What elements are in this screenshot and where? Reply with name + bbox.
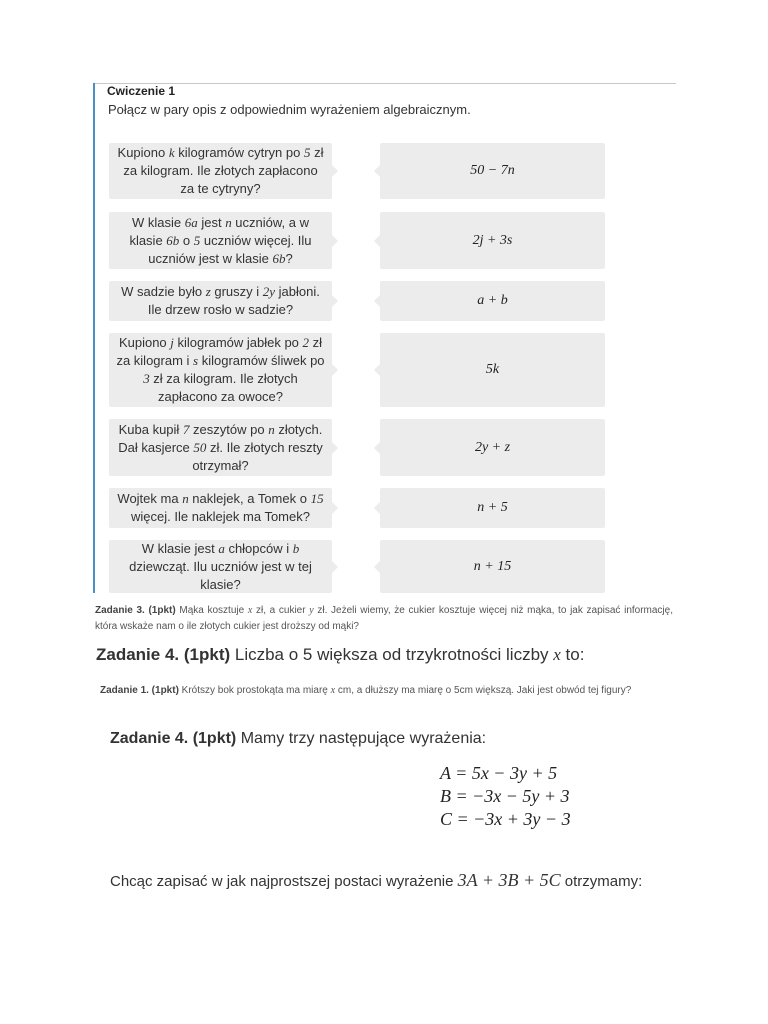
expression-text: 2y + z: [474, 439, 511, 455]
math-fragment: x: [553, 645, 561, 664]
math-fragment: k: [168, 145, 175, 160]
math-fragment: 3: [143, 371, 150, 386]
final-text: Chcąc zapisać w jak najprostszej postaci wyrażenie 3A + 3B + 5C otrzymamy:: [110, 870, 643, 890]
task-text: Mamy trzy następujące wyrażenia:: [236, 730, 487, 747]
math-fragment: 5: [303, 145, 311, 160]
expression-card[interactable]: [380, 281, 605, 321]
expression-card[interactable]: [380, 540, 605, 593]
math-fragment: 6a: [184, 214, 198, 230]
math-fragment: n: [225, 214, 232, 230]
task-text: Liczba o 5 większa od trzykrotności liczby x to:: [230, 645, 585, 664]
task-4-expressions-heading: [110, 730, 486, 748]
math-fragment: z: [205, 284, 211, 299]
expression-text: 50 − 7n: [470, 163, 515, 178]
math-fragment: 7: [182, 421, 190, 437]
description-card[interactable]: [109, 281, 332, 321]
equation-list: [440, 762, 571, 831]
expression-text: 2j + 3s: [472, 232, 513, 248]
expression-card[interactable]: [380, 212, 605, 269]
expression-card[interactable]: [380, 333, 605, 407]
description-text: W sadzie było z gruszy i 2y jabłoni. Ile drzew rosło w sadzie?: [121, 284, 320, 317]
task-text: Mąka kosztuje x zł, a cukier y zł. Jeżeli wiemy, że cukier kosztuje więcej niż mąka, to jak zapisać informację, która wskaże nam o ile złotych cukier jest droższy od mąki?: [95, 605, 673, 632]
task-text: Krótszy bok prostokąta ma miarę x cm, a dłuższy ma miarę o 5cm większą. Jaki jest obwód tej figury?: [178, 685, 632, 696]
equation-b: B = −3x − 5y + 3: [440, 786, 570, 806]
math-fragment: 6b: [272, 250, 286, 266]
task-4-heading: [96, 645, 584, 665]
task-label: Zadanie 4. (1pkt): [96, 645, 231, 664]
description-text: W klasie jest a chłopców i b dziewcząt. Ilu uczniów jest w tej klasie?: [129, 540, 312, 592]
description-card[interactable]: [109, 333, 332, 407]
task-label: Zadanie 3. (1pkt): [95, 605, 176, 616]
math-fragment: s: [193, 353, 199, 368]
exercise-1: [93, 83, 676, 593]
math-fragment: b: [292, 540, 300, 556]
expression-card[interactable]: [380, 488, 605, 528]
expression-card[interactable]: [380, 419, 605, 476]
math-fragment: j: [170, 335, 174, 350]
description-text: Kuba kupił 7 zeszytów po n złotych. Dał kasjerce 50 zł. Ile złotych reszty otrzymał?: [118, 421, 323, 473]
math-fragment: 2: [302, 335, 310, 350]
task-label: Zadanie 1. (1pkt): [100, 685, 179, 696]
exercise-left-border: [93, 83, 95, 593]
math-fragment: 6b: [166, 232, 180, 248]
exercise-top-divider: [95, 83, 676, 84]
expression-text: 5k: [485, 362, 500, 377]
equation-c: C = −3x + 3y − 3: [440, 809, 571, 829]
expression-text: n + 15: [473, 558, 512, 574]
math-fragment: 2y: [262, 284, 276, 299]
math-fragment: a: [218, 540, 225, 556]
math-fragment: x: [247, 605, 253, 616]
description-card[interactable]: [109, 488, 332, 528]
final-question: [110, 870, 642, 891]
equation-a: A = 5x − 3y + 5: [440, 763, 558, 783]
math-fragment: 15: [310, 491, 324, 506]
expression-text: a + b: [477, 293, 508, 308]
task-1: [100, 683, 670, 699]
description-card[interactable]: [109, 212, 332, 269]
description-text: W klasie 6a jest n uczniów, a w klasie 6b o 5 uczniów więcej. Ilu uczniów jest w klasie 6b?: [129, 214, 312, 266]
math-fragment: x: [330, 685, 336, 696]
description-text: Wojtek ma n naklejek, a Tomek o 15 więcej. Ile naklejek ma Tomek?: [117, 491, 324, 524]
math-fragment: y: [309, 605, 314, 616]
expression-text: n + 5: [477, 500, 508, 515]
exercise-title: Cwiczenie 1: [107, 84, 176, 98]
description-card[interactable]: [109, 419, 332, 476]
exercise-instruction: Połącz w pary opis z odpowiednim wyrażeniem algebraicznym.: [108, 102, 471, 117]
math-fragment: 50: [193, 439, 207, 455]
expression-card[interactable]: [380, 143, 605, 199]
task-3: [95, 603, 673, 635]
math-fragment: n: [268, 421, 275, 437]
math-fragment: 5: [193, 232, 201, 248]
math-fragment: 3A + 3B + 5C: [457, 870, 561, 890]
description-text: Kupiono k kilogramów cytryn po 5 zł za kilogram. Ile złotych zapłacono za te cytryny?: [117, 145, 324, 196]
description-card[interactable]: [109, 540, 332, 593]
description-card[interactable]: [109, 143, 332, 199]
math-fragment: n: [182, 491, 189, 506]
description-text: Kupiono j kilogramów jabłek po 2 zł za kilogram i s kilogramów śliwek po 3 zł za kilogram. Ile złotych zapłacono za owoce?: [116, 335, 325, 404]
task-label: Zadanie 4. (1pkt): [110, 730, 237, 747]
